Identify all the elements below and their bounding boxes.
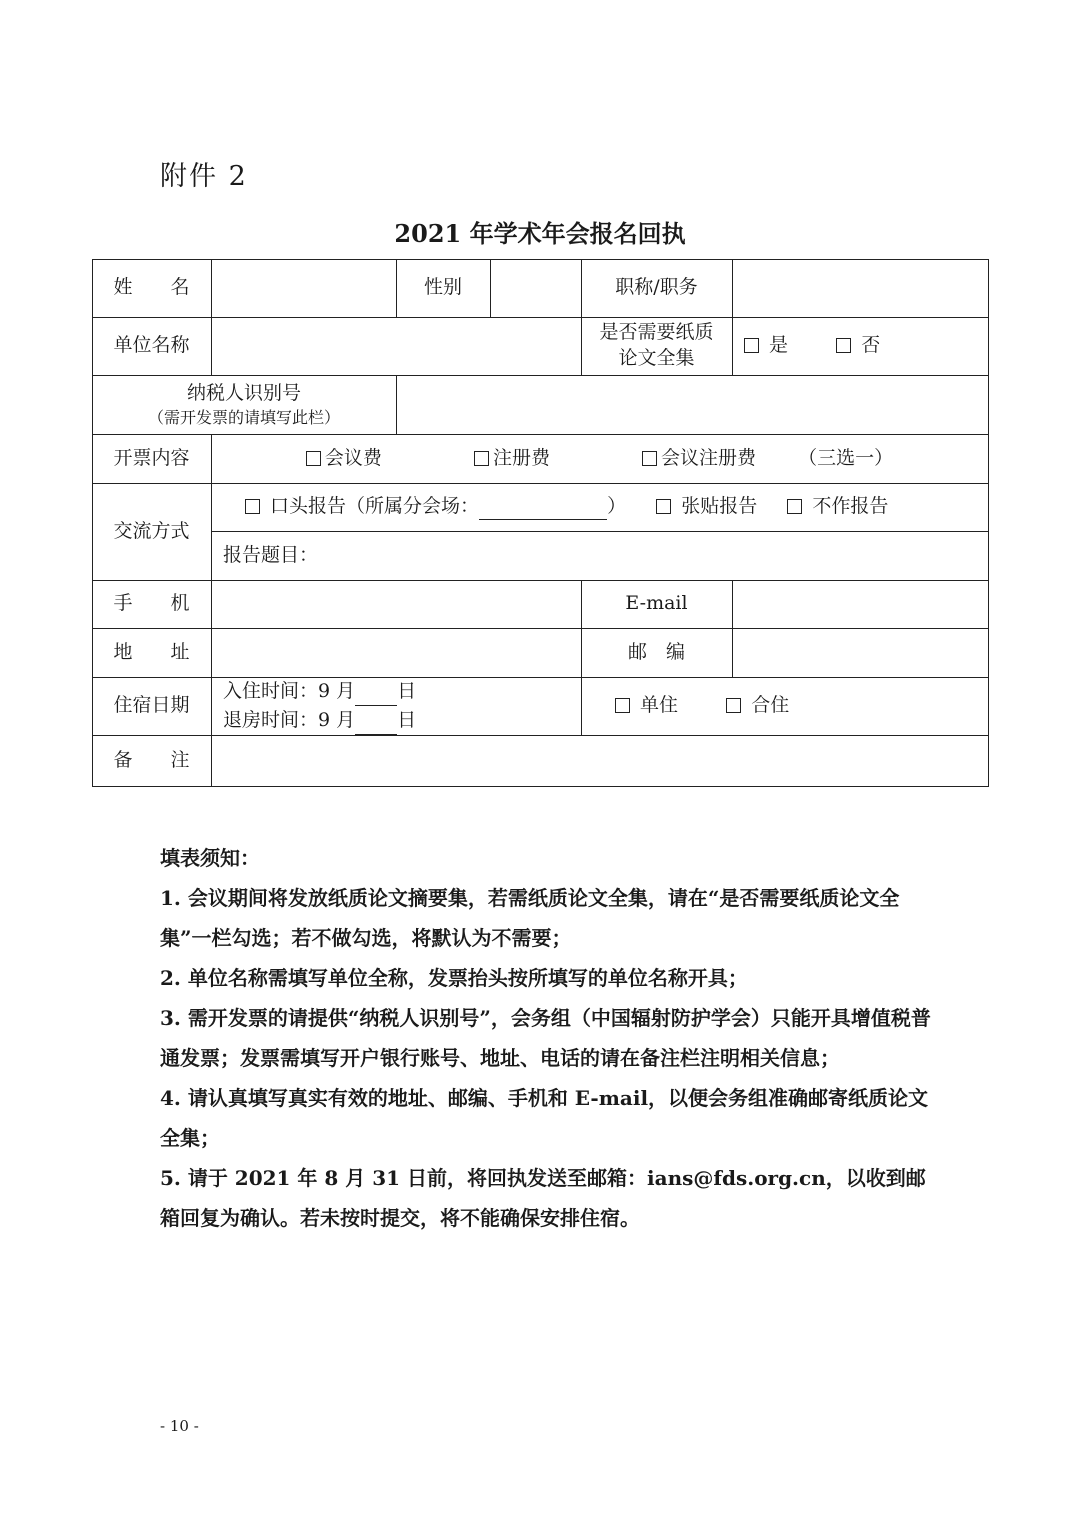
email-label: E-mail — [625, 592, 688, 615]
invoice-meeting-checkbox[interactable] — [306, 451, 321, 466]
unit-field[interactable] — [211, 317, 581, 375]
paper-question — [581, 317, 732, 375]
title-field[interactable] — [732, 259, 988, 317]
oral-report-label: 口头报告（所属分会场： — [270, 494, 480, 517]
taxid-field[interactable] — [396, 375, 988, 434]
invoice-choose-one-note: （三选一） — [798, 446, 894, 469]
paper-question-line1: 是否需要纸质 — [599, 321, 714, 344]
checkout-day-suffix: 日 — [397, 709, 417, 731]
paper-question-line2: 论文全集 — [618, 347, 695, 369]
single-room-checkbox[interactable] — [615, 698, 630, 713]
shared-room-checkbox[interactable] — [726, 698, 741, 713]
name-label: 姓 名 — [113, 276, 190, 299]
paper-no-checkbox[interactable] — [836, 338, 851, 353]
exchange-options — [211, 483, 988, 531]
remark-field[interactable] — [211, 735, 988, 786]
form-title: 2021 年学术年会报名回执 — [394, 219, 686, 248]
name-field[interactable] — [211, 259, 396, 317]
lodging-label: 住宿日期 — [113, 694, 190, 717]
taxid-label-line1: 纳税人识别号 — [186, 381, 301, 404]
invoice-registration-label: 注册费 — [492, 446, 550, 469]
shared-room-label: 合住 — [751, 694, 790, 717]
instruction-item-4: 4. 请认真填写真实有效的地址、邮编、手机和 E-mail，以便会务组准确邮寄纸质论文全集； — [160, 1086, 929, 1150]
taxid-label — [92, 375, 396, 434]
topic-row[interactable] — [211, 531, 988, 580]
checkin-day-blank[interactable] — [355, 677, 397, 706]
registration-form — [92, 259, 989, 787]
paper-options — [732, 317, 988, 375]
postcode-label: 邮 编 — [627, 640, 685, 663]
invoice-label: 开票内容 — [113, 446, 190, 469]
lodging-dates — [211, 677, 581, 735]
poster-checkbox[interactable] — [656, 499, 671, 514]
oral-report-close: ） — [607, 494, 627, 517]
remark-label: 备 注 — [113, 748, 190, 771]
checkin-day-suffix: 日 — [397, 680, 417, 702]
instruction-item-3: 3. 需开发票的请提供“纳税人识别号”，会务组（中国辐射防护学会）只能开具增值税普通发票；发票需填写开户银行账号、地址、电话的请在备注栏注明相关信息； — [160, 1006, 931, 1070]
invoice-meeting-label: 会议费 — [324, 446, 382, 469]
attachment-label: 附件 2 — [160, 161, 248, 192]
postcode-field[interactable] — [732, 628, 988, 677]
paper-yes-checkbox[interactable] — [744, 338, 759, 353]
poster-label: 张贴报告 — [681, 494, 758, 517]
topic-label: 报告题目： — [223, 543, 319, 566]
unit-label: 单位名称 — [113, 334, 190, 357]
checkin-label: 入住时间：9 月 — [223, 680, 356, 702]
checkout-row — [223, 706, 416, 735]
page-number: - 10 - — [160, 1417, 199, 1435]
instruction-item-5: 5. 请于 2021 年 8 月 31 日前，将回执发送至邮箱：ians@fds.org.cn，以收到邮箱回复为确认。若未按时提交，将不能确保安排住宿。 — [160, 1166, 926, 1230]
instructions — [160, 838, 940, 1238]
no-report-checkbox[interactable] — [787, 499, 802, 514]
checkin-row — [223, 677, 416, 706]
gender-label: 性别 — [423, 276, 462, 299]
invoice-registration-checkbox[interactable] — [474, 451, 489, 466]
email-field[interactable] — [732, 580, 988, 628]
checkout-label: 退房时间：9 月 — [223, 709, 356, 731]
address-label: 地 址 — [113, 640, 190, 663]
invoice-options — [211, 434, 988, 483]
taxid-label-line2: （需开发票的请填写此栏） — [147, 407, 340, 427]
no-report-label: 不作报告 — [812, 494, 889, 517]
gender-field[interactable] — [490, 259, 581, 317]
instruction-item-1: 1. 会议期间将发放纸质论文摘要集，若需纸质论文全集，请在“是否需要纸质论文全集”一栏勾选；若不做勾选，将默认为不需要； — [160, 886, 900, 950]
room-options — [581, 677, 988, 735]
paper-yes-label: 是 — [769, 334, 789, 357]
paper-no-label: 否 — [861, 334, 881, 357]
address-field[interactable] — [211, 628, 581, 677]
single-room-label: 单住 — [640, 694, 679, 717]
session-blank[interactable] — [479, 494, 607, 521]
invoice-meeting-registration-label: 会议注册费 — [661, 446, 757, 469]
phone-label: 手 机 — [113, 592, 190, 615]
instruction-item-2: 2. 单位名称需填写单位全称，发票抬头按所填写的单位名称开具； — [160, 966, 748, 990]
exchange-label: 交流方式 — [113, 519, 190, 542]
title-label: 职称/职务 — [615, 276, 698, 299]
instructions-heading: 填表须知： — [160, 846, 260, 870]
invoice-meeting-registration-checkbox[interactable] — [642, 451, 657, 466]
checkout-day-blank[interactable] — [355, 706, 397, 735]
oral-report-checkbox[interactable] — [245, 499, 260, 514]
phone-field[interactable] — [211, 580, 581, 628]
